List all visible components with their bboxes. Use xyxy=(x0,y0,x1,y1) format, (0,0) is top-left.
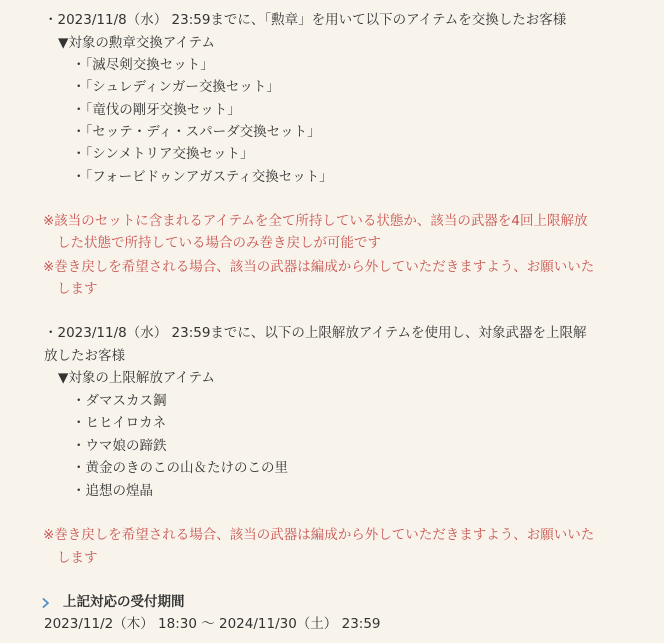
note-text: した状態で所持している場合のみ巻き戻しが可能です xyxy=(57,235,381,251)
chevron-right-icon xyxy=(41,598,51,608)
note-text: ※巻き戻しを希望される場合、該当の武器は編成から外していただきますよう、お願いいた xyxy=(43,527,595,543)
list-item: ・ヒヒイロカネ xyxy=(72,415,167,431)
list-item: ・「竜伐の剛牙交換セット」 xyxy=(72,102,241,118)
note-text: します xyxy=(57,550,98,566)
list-item: ・「フォービドゥンアガスティ交換セット」 xyxy=(72,169,333,185)
list-item: ・ウマ娘の蹄鉄 xyxy=(72,438,167,454)
list-item: ・追想の煌晶 xyxy=(72,483,153,499)
list-item: ・「シンメトリア交換セット」 xyxy=(72,146,254,162)
list-item: ・黄金のきのこの山＆たけのこの里 xyxy=(72,460,288,476)
list-item: ・「滅尽剣交換セット」 xyxy=(72,57,214,73)
note-text: します xyxy=(57,281,98,297)
section2-heading: 放したお客様 xyxy=(44,348,125,364)
list-item: ・「シュレディンガー交換セット」 xyxy=(72,79,280,95)
section2-heading: ・2023/11/8（水） 23:59までに、以下の上限解放アイテムを使用し、対象武器を上限解 xyxy=(44,325,587,341)
list-item: ・ダマスカス鋼 xyxy=(72,393,167,409)
note-text: ※該当のセットに含まれるアイテムを全て所持している状態か、該当の武器を4回上限解放 xyxy=(43,213,588,229)
period-title: 上記対応の受付期間 xyxy=(63,594,185,610)
period-value: 2023/11/2（木） 18:30 ～ 2024/11/30（土） 23:59 xyxy=(44,616,381,632)
list-item: ・「セッテ・ディ・スパーダ交換セット」 xyxy=(72,124,321,140)
section1-subheading: ▼対象の勲章交換アイテム xyxy=(58,35,215,51)
section2-subheading: ▼対象の上限解放アイテム xyxy=(58,370,215,386)
section1-heading: ・2023/11/8（水） 23:59までに、「勲章」を用いて以下のアイテムを交換したお客様 xyxy=(44,12,567,28)
note-text: ※巻き戻しを希望される場合、該当の武器は編成から外していただきますよう、お願いいた xyxy=(43,259,595,275)
